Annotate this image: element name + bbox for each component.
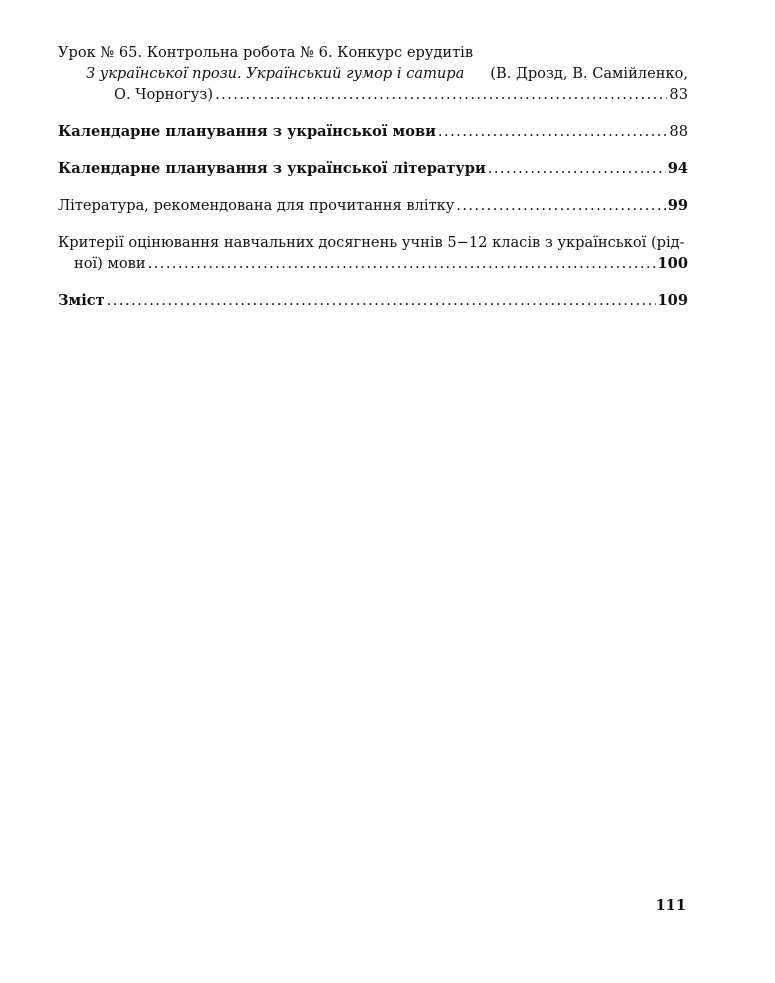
dot-leader: [215, 84, 667, 105]
toc-entry-ukrainian-language-planning[interactable]: [58, 121, 688, 142]
toc-entry-line: [58, 121, 688, 142]
toc-entry-assessment-criteria[interactable]: [58, 232, 688, 274]
toc-entry-contents[interactable]: [58, 290, 688, 311]
toc-entry-lesson-65-page: 83: [669, 86, 688, 103]
toc-entry-criteria-line2: [58, 253, 688, 274]
dot-leader: [107, 290, 656, 311]
toc-entry-ukrainian-literature-planning[interactable]: [58, 158, 688, 179]
toc-entry-line: [58, 195, 688, 216]
toc-entry-criteria-page: 100: [657, 255, 688, 272]
dot-leader: [438, 121, 668, 142]
toc-entry-lesson-65-line2: [58, 63, 688, 84]
toc-entry-lesson-65-authors-cont: О. Чорногуз): [114, 86, 214, 103]
toc-entry-criteria-line1: [58, 232, 688, 253]
toc-entry-title: Календарне планування з української мови: [58, 123, 436, 140]
toc-entry-page: 88: [669, 123, 688, 140]
toc-entry-contents-page: 109: [657, 292, 688, 309]
toc-entry-page: 99: [667, 197, 688, 214]
toc-entry-lesson-65-title: Урок № 65. Контрольна робота № 6. Конкурс ерудитів: [58, 44, 474, 61]
table-of-contents: [58, 42, 688, 311]
toc-entry-line: [58, 158, 688, 179]
toc-entry-lesson-65-line3: [58, 84, 688, 105]
toc-entry-page: 94: [667, 160, 688, 177]
toc-entry-lesson-65-line1: [58, 42, 688, 63]
toc-entry-lesson-65-subtitle: З української прози. Український гумор і сатира: [86, 65, 465, 82]
page-number: 111: [655, 897, 686, 914]
dot-leader: [456, 195, 665, 216]
toc-entry-title: Календарне планування з української літератури: [58, 160, 486, 177]
dot-leader: [148, 253, 656, 274]
toc-entry-lesson-65-authors: (В. Дрозд, В. Самійленко,: [490, 65, 688, 82]
toc-entry-line: [58, 290, 688, 311]
toc-entry-title: Література, рекомендована для прочитання влітку: [58, 197, 455, 214]
toc-entry-summer-reading[interactable]: [58, 195, 688, 216]
toc-entry-criteria-title: Критерії оцінювання навчальних досягнень учнів 5−12 класів з української (рід-: [58, 234, 685, 251]
toc-entry-contents-title: Зміст: [58, 292, 105, 309]
toc-entry-lesson-65[interactable]: [58, 42, 688, 105]
toc-entry-criteria-title-cont: ної) мови: [74, 255, 146, 272]
dot-leader: [488, 158, 666, 179]
